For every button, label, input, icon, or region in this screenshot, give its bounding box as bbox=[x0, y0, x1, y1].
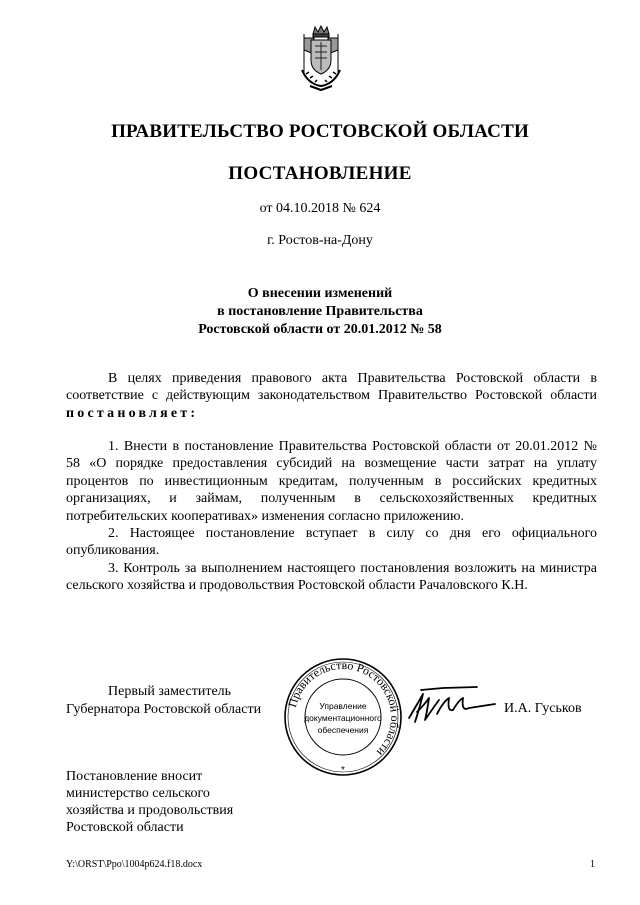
document-city: г. Ростов-на-Дону bbox=[267, 233, 373, 248]
handwritten-signature bbox=[403, 682, 499, 726]
resolution-item: 2. Настоящее постановление вступает в силу со дня его официального опубликования. bbox=[66, 526, 597, 559]
subject-line: Ростовской области от 20.01.2012 № 58 bbox=[198, 322, 442, 337]
position-line: Первый заместитель bbox=[108, 684, 232, 699]
submitter-line: министерство сельского bbox=[66, 786, 210, 801]
document-subject bbox=[0, 285, 640, 339]
signatory-position bbox=[66, 683, 261, 719]
position-line: Губернатора Ростовской области bbox=[66, 702, 262, 717]
official-stamp bbox=[282, 656, 404, 778]
preamble-text: В целях приведения правового акта Правительства Ростовской области в соответствие с действующим законодательством Правительство Ростовской области bbox=[66, 371, 597, 404]
stamp-inner-line: документационного bbox=[304, 713, 382, 723]
preamble bbox=[66, 370, 597, 422]
page-number: 1 bbox=[590, 859, 595, 870]
document-date-number: от 04.10.2018 № 624 bbox=[259, 201, 381, 216]
rostov-oblast-coat-of-arms-icon bbox=[296, 24, 346, 94]
government-title: ПРАВИТЕЛЬСТВО РОСТОВСКОЙ ОБЛАСТИ bbox=[111, 121, 529, 142]
stamp-star: * bbox=[341, 765, 345, 776]
resolution-item: 3. Контроль за выполнением настоящего постановления возложить на министра сельского хозяйства и продовольствия Ростовской области Рачаловского К.Н. bbox=[66, 560, 597, 594]
document-type: ПОСТАНОВЛЕНИЕ bbox=[228, 163, 412, 184]
stamp-inner-line: обеспечения bbox=[317, 725, 369, 735]
signatory-name: И.А. Гуськов bbox=[504, 701, 582, 716]
submitter-line: Постановление вносит bbox=[66, 769, 203, 784]
resolution-items bbox=[66, 438, 597, 595]
subject-line: О внесении изменений bbox=[247, 286, 393, 301]
stamp-outer-text: Правительство Ростовской области bbox=[285, 657, 403, 760]
resolution-item: 1. Внести в постановление Правительства Ростовской области от 20.01.2012 № 58 «О порядке предоставления субсидий на возмещение части затрат на уплату процентов по инвестиционным кредитам, полученным в российских кредитных организациях, и займам, полученным в сельскохозяйственных кредитных потребительских кооперативах» изменения согласно приложению. bbox=[66, 439, 597, 524]
subject-line: в постановление Правительства bbox=[217, 304, 423, 319]
file-path: Y:\ORST\Ppo\1004p624.f18.docx bbox=[66, 859, 203, 870]
submitter-note bbox=[66, 768, 233, 836]
decision-word: постановляет: bbox=[66, 405, 199, 421]
submitter-line: хозяйства и продовольствия bbox=[66, 803, 234, 818]
stamp-inner-line: Управление bbox=[319, 701, 367, 711]
submitter-line: Ростовской области bbox=[66, 820, 184, 835]
